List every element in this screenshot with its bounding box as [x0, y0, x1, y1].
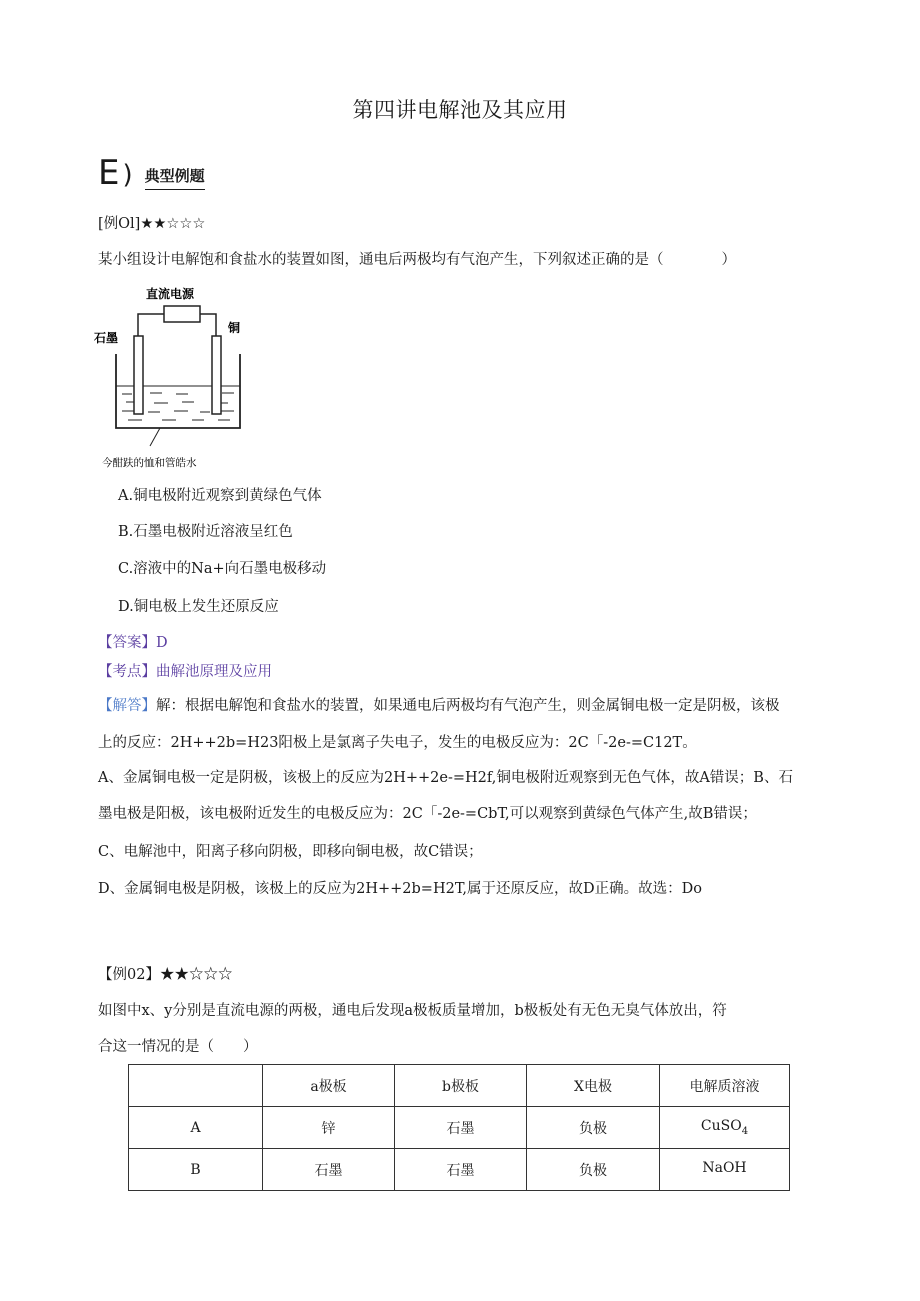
table-cell: 负极	[527, 1107, 660, 1149]
table-header-row	[129, 1065, 790, 1107]
table-cell: 石墨	[395, 1149, 527, 1191]
table-header-cell: b极板	[395, 1065, 527, 1107]
electrolysis-diagram	[92, 280, 252, 470]
table-header-cell: X电极	[527, 1065, 660, 1107]
jieda-line-3: A、金属铜电极一定是阴极，该极上的反应为2H++2e-=H2f,铜电极附近观察到无色气体，故A错误；B、石	[98, 770, 793, 786]
answer-line	[98, 633, 168, 653]
options-table	[128, 1064, 790, 1191]
example2-header: 【例02】★★☆☆☆	[98, 967, 233, 983]
section-paren: )	[122, 160, 133, 190]
table-cell: 负极	[527, 1149, 660, 1191]
option-b: B.石墨电极附近溶液呈红色	[118, 524, 293, 540]
section-heading	[98, 153, 205, 193]
section-letter: E	[98, 153, 119, 193]
option-c: C.溶液中的Na+向石墨电极移动	[118, 561, 327, 577]
example1-question: 某小组设计电解饱和食盐水的装置如图，通电后两极均有气泡产生，下列叙述正确的是（ ）	[98, 252, 736, 268]
section-title: 典型例题	[145, 163, 205, 190]
table-cell: B	[129, 1149, 263, 1191]
graphite-label: 石墨	[94, 331, 119, 345]
jieda-line-2: 上的反应：2H++2b=H23阳极上是氯离子失电子，发生的电极反应为：2C「-2e-=C12T。	[98, 735, 697, 751]
table-cell: 石墨	[263, 1149, 395, 1191]
power-label: 直流电源	[146, 287, 195, 301]
solution-formula: NaOH	[702, 1160, 747, 1177]
example2-question-2: 合这一情况的是（ ）	[98, 1039, 258, 1055]
jieda-text-1: 解：根据电解饱和食盐水的装置，如果通电后两极均有气泡产生，则金属铜电极一定是阴极，该极	[156, 698, 780, 714]
jieda-tag: 【解答】	[98, 698, 156, 714]
table-cell: 锌	[263, 1107, 395, 1149]
table-row	[129, 1107, 790, 1149]
jieda-line-6: D、金属铜电极是阴极，该极上的反应为2H++2b=H2T,属于还原反应，故D正确。故选：Do	[98, 881, 702, 897]
jieda-line-4: 墨电极是阳极，该电极附近发生的电极反应为：2C「-2e-=CbT,可以观察到黄绿色气体产生,故B错误；	[98, 806, 757, 822]
solution-label: 今酣趺的恤和管皓水	[102, 457, 197, 469]
page-title: 第四讲电解池及其应用	[352, 98, 568, 122]
example2-question-1: 如图中x、y分别是直流电源的两极，通电后发现a极板质量增加，b极板处有无色无臭气体放出，符	[98, 1003, 727, 1019]
kaodian-tag: 【考点】	[98, 664, 156, 680]
table-row	[129, 1149, 790, 1191]
table-header-cell: 电解质溶液	[660, 1065, 790, 1107]
kaodian-value: 曲解池原理及应用	[156, 664, 272, 680]
table-cell: 石墨	[395, 1107, 527, 1149]
example1-header: [例Ol]★★☆☆☆	[98, 216, 206, 232]
copper-label: 铜	[228, 321, 241, 335]
option-d: D.铜电极上发生还原反应	[118, 599, 279, 615]
answer-value: D	[156, 635, 168, 651]
solution-formula: CuSO	[700, 1118, 742, 1135]
kaodian-line	[98, 662, 272, 682]
solution-subscript: 4	[741, 1125, 749, 1137]
table-cell	[660, 1149, 790, 1191]
table-cell	[660, 1107, 790, 1149]
jieda-line-1	[98, 696, 780, 716]
table-header-cell	[129, 1065, 263, 1107]
answer-tag: 【答案】	[98, 635, 156, 651]
jieda-line-5: C、电解池中，阳离子移向阴极，即移向铜电极，故C错误；	[98, 844, 483, 860]
option-a: A.铜电极附近观察到黄绿色气体	[118, 488, 322, 504]
table-header-cell: a极板	[263, 1065, 395, 1107]
table-cell: A	[129, 1107, 263, 1149]
